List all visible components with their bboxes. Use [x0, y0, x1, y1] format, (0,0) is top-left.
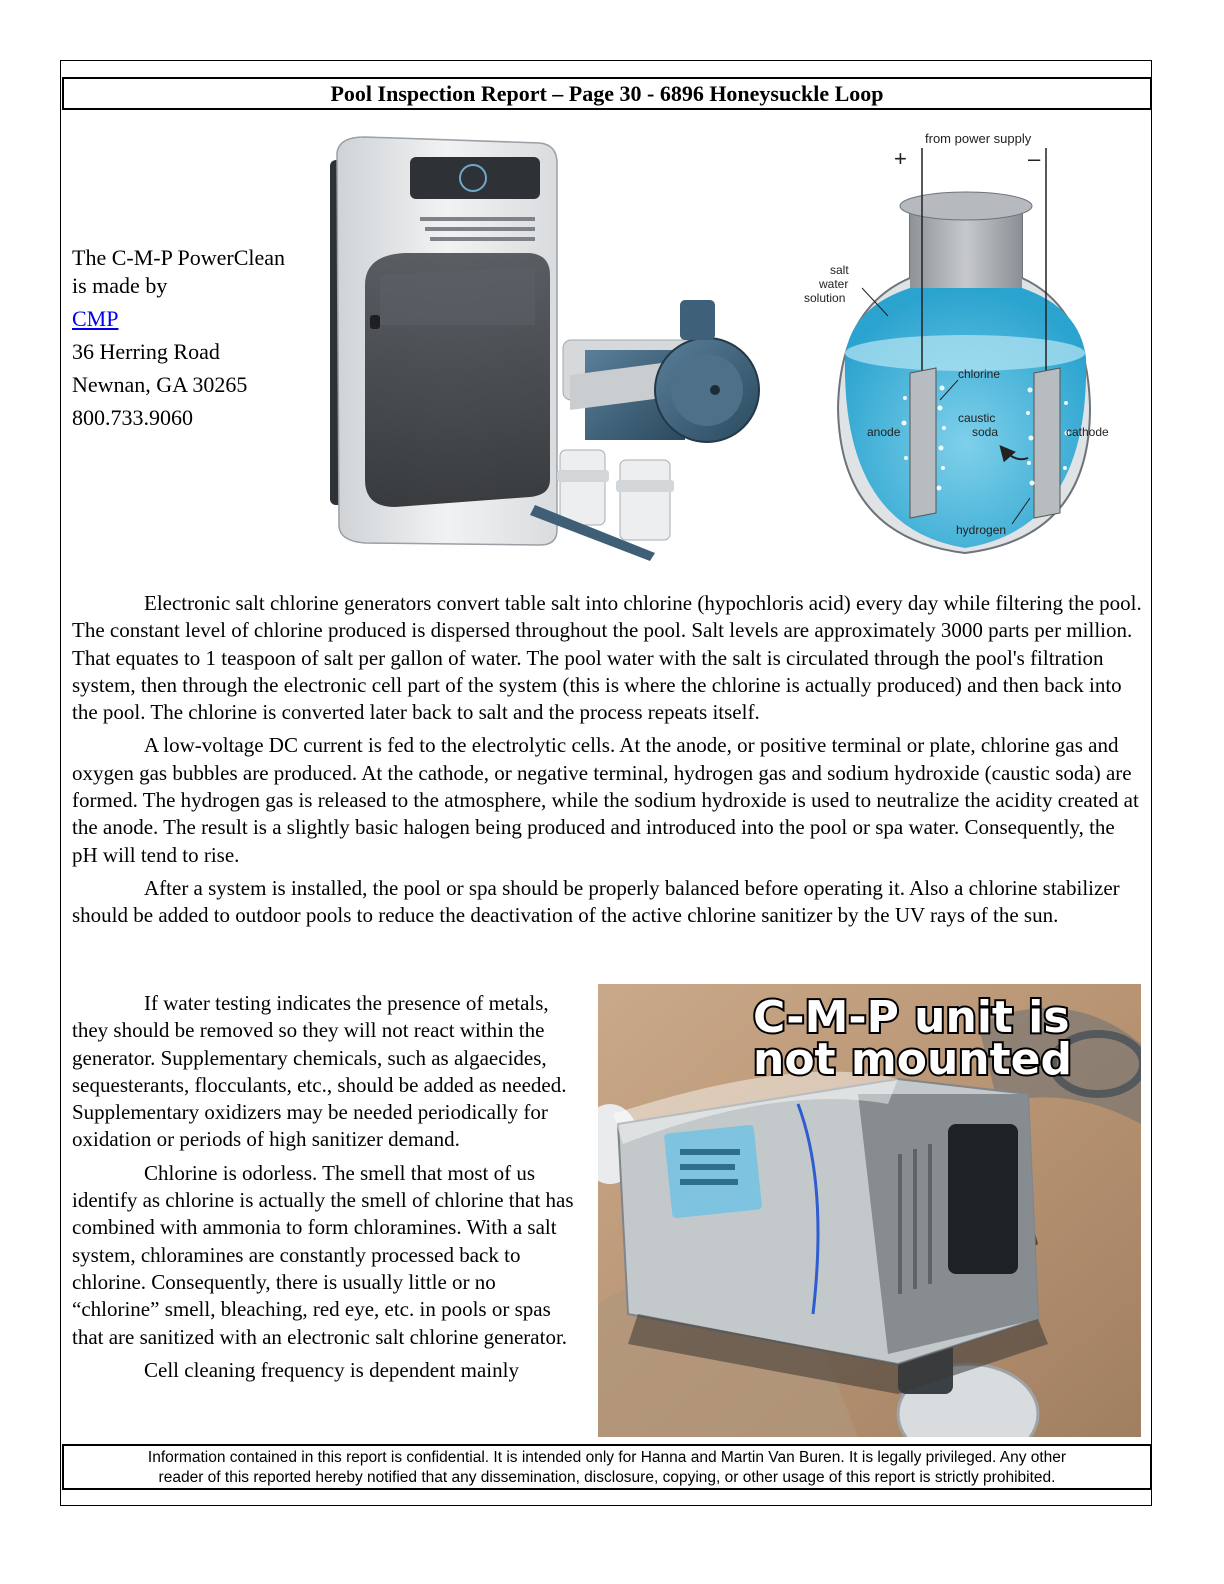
caustic-label-line2: soda — [972, 425, 999, 439]
anode-label: anode — [867, 425, 901, 439]
unit-photo — [598, 984, 1141, 1437]
salt-label-line2: water — [819, 277, 849, 291]
paragraph: Chlorine is odorless. The smell that most of us identify as chlorine is actually the smell of chlorine that has combined with ammonia to form chloramines. With a salt system, chloramines are constantly processed back to chlorine. Consequently, there is usually little or no “chlorine” smell, bleaching, red eye, etc. in pools or spas that are sanitized with an electronic salt chlorine generator. — [72, 1160, 574, 1349]
electrolysis-diagram — [790, 128, 1135, 568]
footer-line2: reader of this reported hereby notified that any dissemination, disclosure, copying, or other usage of this report is strictly prohibited. — [158, 1469, 1056, 1486]
footer-line1: Information contained in this report is confidential. It is intended only for Hanna and Martin Van Buren. It is legally privileged. Any other — [147, 1449, 1067, 1466]
main-text — [72, 590, 1144, 936]
manufacturer-address-street: 36 Herring Road — [72, 339, 220, 364]
plus-sign: + — [894, 146, 907, 171]
column-text — [72, 990, 582, 1390]
chlorine-label: chlorine — [958, 367, 1001, 381]
salt-label-line1: salt — [830, 263, 849, 277]
page-title: Pool Inspection Report – Page 30 - 6896 Honeysuckle Loop — [330, 80, 884, 106]
paragraph: Electronic salt chlorine generators convert table salt into chlorine (hypochloris acid) every day while filtering the pool. The constant level of chlorine produced is dispersed throughout the pool. Salt levels are approximately 3000 parts per million. That equates to 1 teaspoon of salt per gallon of water. The pool water with the salt is circulated through the pool's filtration system, then through the electronic cell part of the system (this is where the chlorine is actually produced) and then back into the pool. The chlorine is converted later back to salt and the process repeats itself. — [72, 591, 1142, 725]
minus-sign: – — [1028, 146, 1041, 171]
photo-caption-line1: C-M-P unit is — [753, 992, 1070, 1043]
manufacturer-info — [72, 244, 292, 432]
caustic-label-line1: caustic — [958, 411, 996, 425]
cathode-label: cathode — [1066, 425, 1109, 439]
product-image — [325, 135, 770, 565]
report-header — [62, 77, 1152, 110]
salt-label-line3: solution — [804, 291, 846, 305]
photo-caption-line2: not mounted — [753, 1034, 1072, 1085]
power-supply-label: from power supply — [925, 131, 1032, 146]
manufacturer-intro: The C-M-P PowerClean is made by — [72, 245, 286, 298]
manufacturer-link[interactable]: CMP — [72, 306, 119, 331]
hydrogen-label: hydrogen — [956, 523, 1007, 537]
paragraph: If water testing indicates the presence of metals, they should be removed so they will not react within the generator. Supplementary chemicals, such as algaecides, sequesterants, flocculants, etc., should be added as needed. Supplementary oxidizers may be needed periodically for oxidation or periods of high sanitizer demand. — [72, 991, 567, 1152]
paragraph: A low-voltage DC current is fed to the electrolytic cells. At the anode, or positive terminal or plate, chlorine gas and oxygen gas bubbles are produced. At the cathode, or negative terminal, hydrogen gas and sodium hydroxide (caustic soda) are formed. The hydrogen gas is released to the atmosphere, while the sodium hydroxide is used to neutralize the acidity created at the anode. The result is a slightly basic halogen being produced and introduced into the pool or spa water. Consequently, the pH will tend to rise. — [72, 733, 1139, 867]
manufacturer-phone: 800.733.9060 — [72, 405, 193, 430]
manufacturer-address-city: Newnan, GA 30265 — [72, 372, 248, 397]
paragraph: Cell cleaning frequency is dependent mainly — [144, 1357, 519, 1382]
paragraph: After a system is installed, the pool or spa should be properly balanced before operating it. Also a chlorine stabilizer should be added to outdoor pools to reduce the deactivation of the active chlorine sanitizer by the UV rays of the sun. — [72, 875, 1120, 928]
confidentiality-footer — [62, 1444, 1152, 1490]
